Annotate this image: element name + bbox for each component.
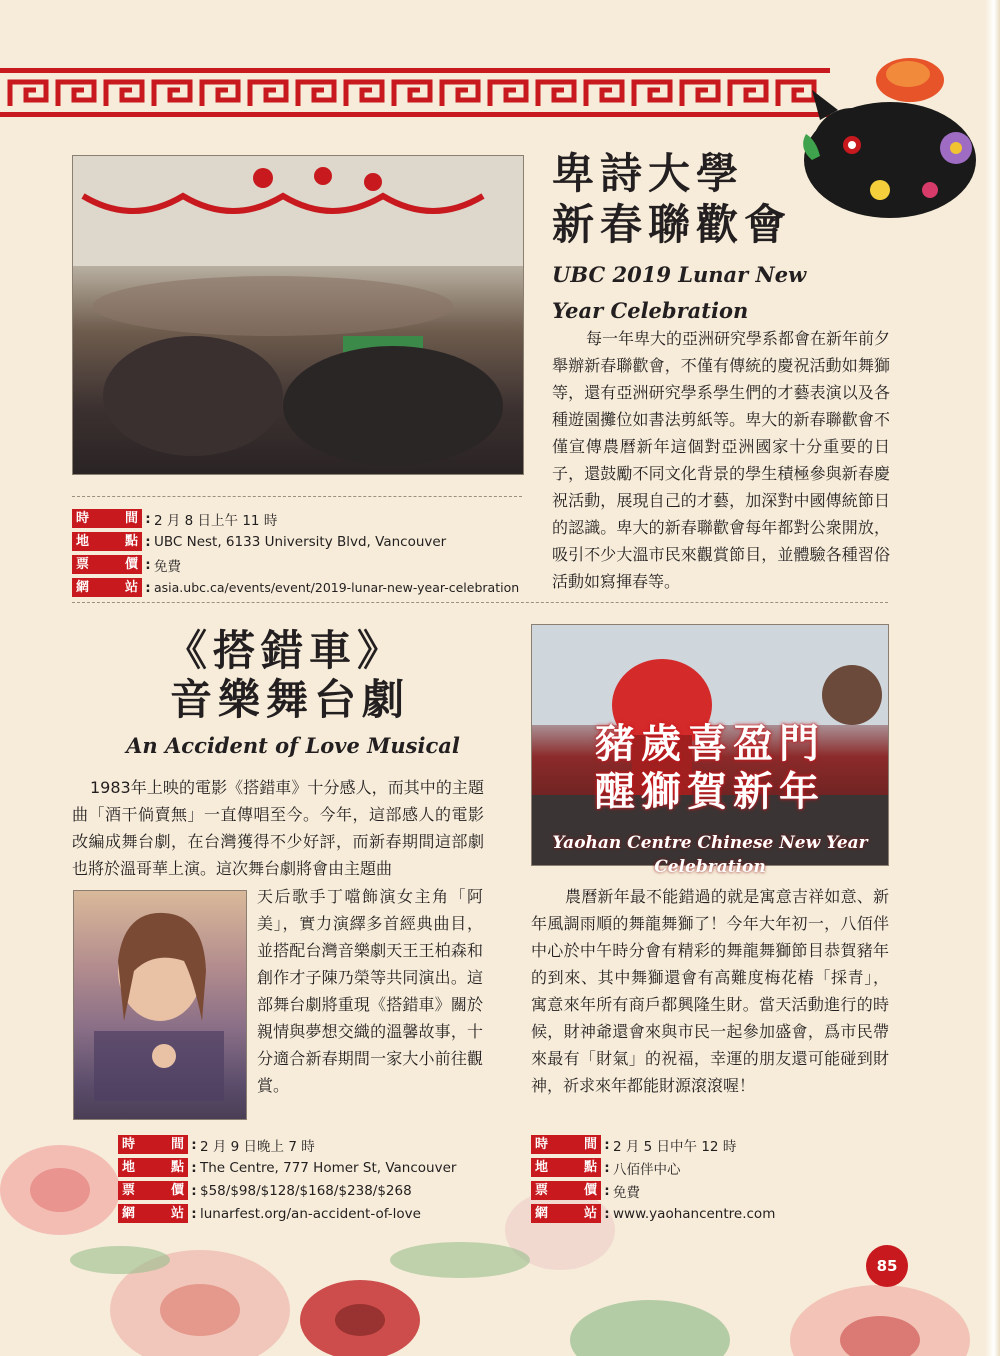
lion-dance-overlay-line2: 醒獅賀新年 [595,768,825,815]
info-label: 地 點 [72,532,142,551]
yaohan-info-table [531,1133,889,1225]
greek-key-border [0,62,830,122]
musical-poster-image [73,890,247,1120]
colon: : [604,1182,610,1199]
info-label: 票 價 [531,1181,601,1200]
colon: : [191,1182,197,1199]
info-value-price: 免費 [613,1184,640,1201]
ubc-info-table [72,507,522,599]
lion-dance-photo [531,624,889,877]
colon: : [191,1159,197,1176]
musical-title-line2: 音樂舞台劇 [170,675,411,724]
info-value-venue: The Centre, 777 Homer St, Vancouver [200,1159,457,1176]
colon: : [145,579,151,596]
info-label: 票 價 [72,555,142,574]
info-row-time [531,1133,889,1156]
colon: : [145,556,151,573]
info-row-website [531,1202,889,1225]
info-row-price [72,553,522,576]
musical-body-text: 1983年上映的電影《搭錯車》十分感人，而其中的主題曲「酒干倘賣無」一直傳唱至今。今年，這部感人的電影改編成舞台劇，在台灣獲得不少好評，而新春期間這部劇也將於溫哥華上演。這次舞台劇將會由主題曲 [72,778,484,878]
info-label: 時 間 [531,1135,601,1154]
info-label: 網 站 [118,1204,188,1223]
colon: : [145,533,151,550]
info-label: 網 站 [72,578,142,597]
info-value-time: 2 月 8 日上午 11 時 [154,512,278,529]
page-edge [985,0,1000,1356]
info-label: 地 點 [531,1158,601,1177]
info-row-website [118,1202,518,1225]
colon: : [191,1136,197,1153]
colon: : [604,1159,610,1176]
yaohan-body-text: 農曆新年最不能錯過的就是寓意吉祥如意、新年風調雨順的舞龍舞獅了！今年大年初一，八佰伴中心於中午時分會有精彩的舞龍舞獅節目恭賀豬年的到來、其中舞獅還會有高難度梅花樁「採青」，寓意來年所有商戶都興隆生財。當天活動進行的時候，財神爺還會來與市民一起參加盛會，爲市民帶來最有「財氣」的祝福，幸運的朋友還可能碰到財神，祈求來年都能財源滾滾喔！ [531,887,889,1095]
musical-info-table [118,1133,518,1225]
ubc-celebration-photo [72,155,524,475]
info-label: 網 站 [531,1204,601,1223]
divider [72,496,522,497]
info-row-website [72,576,522,599]
info-label: 時 間 [118,1135,188,1154]
ubc-body-text: 每一年卑大的亞洲研究學系都會在新年前夕舉辦新春聯歡會，不僅有傳統的慶祝活動如舞獅等，還有亞洲研究學系學生們的才藝表演以及各種遊園攤位如書法剪紙等。卑大的新春聯歡會不僅宣傳農曆新年這個對亞洲國家十分重要的日子，還鼓勵不同文化背景的學生積極參與新春慶祝活動，展現自己的才藝，加深對中國傳統節日的認識。卑大的新春聯歡會每年都對公衆開放，吸引不少大溫市民來觀賞節目，並體驗各種習俗活動如寫揮春等。 [552,329,891,591]
info-value-time: 2 月 5 日中午 12 時 [613,1138,737,1155]
musical-title-en: An Accident of Love Musical [126,733,460,758]
info-row-venue [531,1156,889,1179]
info-row-time [118,1133,518,1156]
info-value-price: 免費 [154,558,181,575]
info-value-website[interactable]: lunarfest.org/an-accident-of-love [200,1205,421,1222]
musical-body-text-side: 天后歌手丁噹飾演女主角「阿美」，實力演繹多首經典曲目，並搭配台灣音樂劇天王王柏森和創作才子陳乃榮等共同演出。這部舞台劇將重現《搭錯車》關於親情與夢想交織的溫馨故事，十分適合新春期間一家大小前往觀賞。 [257,887,483,1095]
info-value-time: 2 月 9 日晚上 7 時 [200,1138,315,1155]
colon: : [604,1136,610,1153]
page-number: 85 [866,1245,908,1287]
colon: : [145,510,151,527]
info-value-website[interactable]: asia.ubc.ca/events/event/2019-lunar-new-year-celebration [154,580,520,595]
papercut-pig-illustration [790,40,990,230]
info-row-price [118,1179,518,1202]
info-value-website[interactable]: www.yaohancentre.com [613,1205,776,1222]
info-label: 地 點 [118,1158,188,1177]
info-row-venue [72,530,522,553]
musical-title-line1: 《搭錯車》 [165,626,406,675]
info-row-venue [118,1156,518,1179]
colon: : [604,1205,610,1222]
divider [72,602,888,603]
info-label: 時 間 [72,509,142,528]
ubc-title-line2: 新春聯歡會 [552,200,793,249]
info-row-price [531,1179,889,1202]
lion-dance-overlay-en: Yaohan Centre Chinese New Year Celebration [552,833,868,877]
info-value-price: $58/$98/$128/$168/$238/$268 [200,1182,412,1199]
ubc-title-en: UBC 2019 Lunar New Year Celebration [552,262,807,323]
lion-dance-overlay-line1: 豬歲喜盈門 [595,720,825,767]
info-value-venue: UBC Nest, 6133 University Blvd, Vancouver [154,533,447,550]
ubc-title-line1: 卑詩大學 [552,149,745,198]
info-label: 票 價 [118,1181,188,1200]
info-row-time [72,507,522,530]
info-value-venue: 八佰伴中心 [613,1161,681,1178]
colon: : [191,1205,197,1222]
